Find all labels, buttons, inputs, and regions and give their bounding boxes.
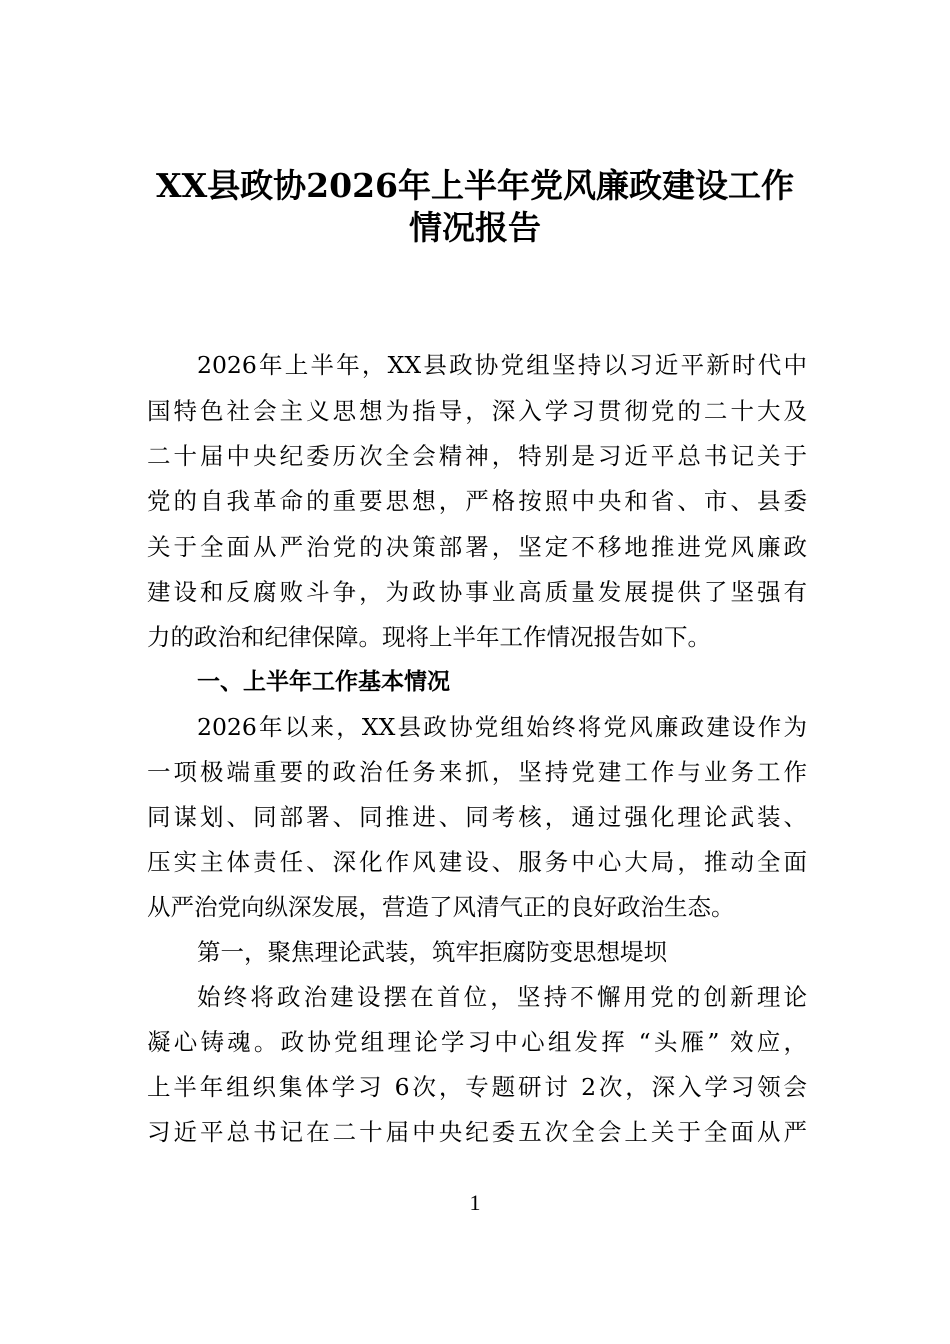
paragraph-line: 凝心铸魂。政协党组理论学习中心组发挥 “头雁” 效应， [147,1028,807,1056]
paragraph-line: 国特色社会主义思想为指导，深入学习贯彻党的二十大及 [147,397,807,425]
paragraph-line: 建设和反腐败斗争，为政协事业高质量发展提供了坚强有 [147,578,807,606]
page-number: 1 [469,1190,481,1215]
paragraph-line: 同谋划、同部署、同推进、同考核，通过强化理论武装、 [147,803,807,831]
paragraph-line: 从严治党向纵深发展，营造了风清气正的良好政治生态。 [147,893,735,921]
document-title-line-1: XX县政协2026年上半年党风廉政建设工作 [155,166,795,205]
paragraph-line: 上半年组织集体学习 6次，专题研讨 2次，深入学习领会 [147,1073,807,1101]
paragraph-line: 一项极端重要的政治任务来抓，坚持党建工作与业务工作 [147,758,807,786]
paragraph-line: 习近平总书记在二十届中央纪委五次全会上关于全面从严 [147,1118,807,1146]
subsection-heading: 第一，聚焦理论武装，筑牢拒腐防变思想堤坝 [197,938,667,966]
paragraph-line: 2026年上半年，XX县政协党组坚持以习近平新时代中 [197,351,807,379]
paragraph-line: 压实主体责任、深化作风建设、服务中心大局，推动全面 [147,848,807,876]
paragraph-line: 始终将政治建设摆在首位，坚持不懈用党的创新理论 [197,983,807,1011]
paragraph-line: 党的自我革命的重要思想，严格按照中央和省、市、县委 [147,487,807,515]
paragraph-line: 关于全面从严治党的决策部署，坚定不移地推进党风廉政 [147,533,807,561]
section-heading: 一、上半年工作基本情况 [197,669,450,695]
paragraph-line: 2026年以来，XX县政协党组始终将党风廉政建设作为 [197,713,807,741]
paragraph-line: 二十届中央纪委历次全会精神，特别是习近平总书记关于 [147,442,807,470]
document-title-line-2: 情况报告 [409,208,541,247]
paragraph-line: 力的政治和纪律保障。现将上半年工作情况报告如下。 [147,623,711,651]
